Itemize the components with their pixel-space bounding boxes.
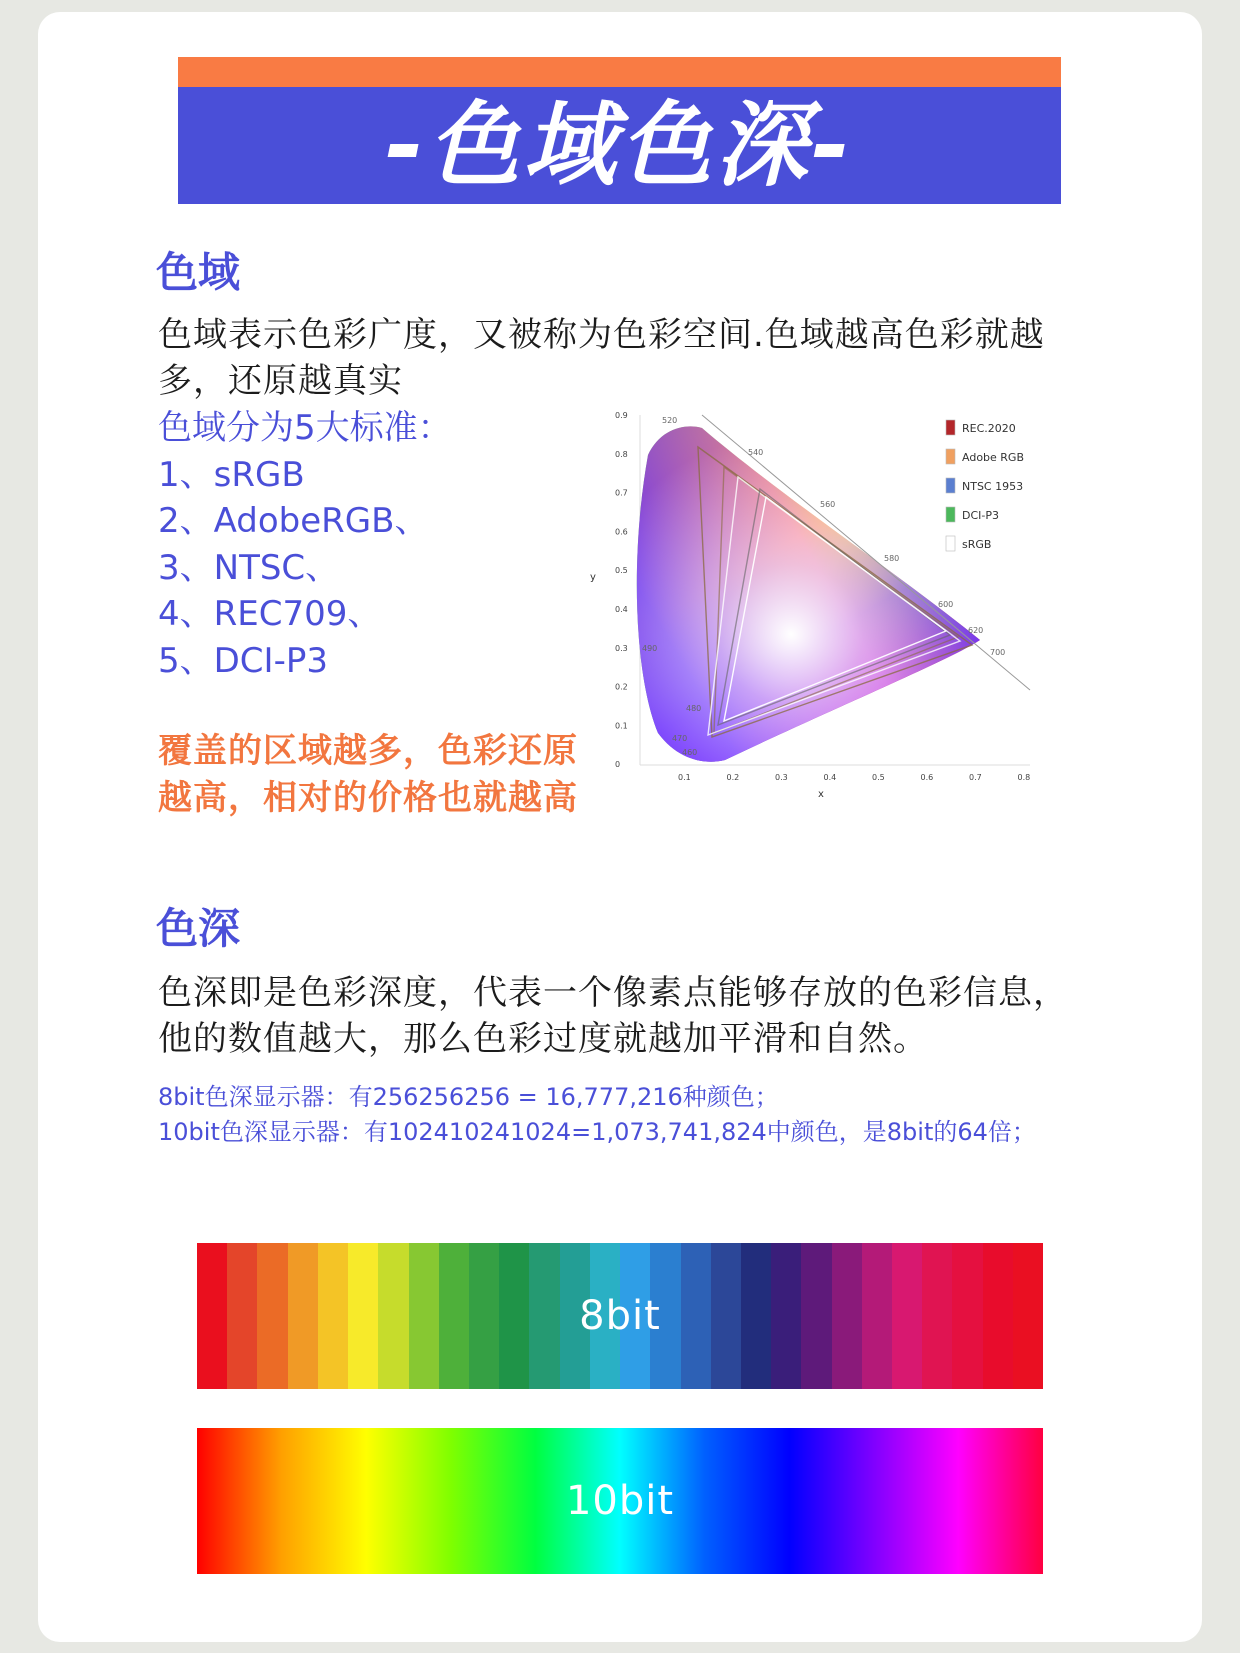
x-tick-label: 0.8 (1017, 773, 1031, 782)
cie-x-axis-label: x (818, 789, 824, 800)
cie-y-axis-label: y (590, 572, 596, 583)
list-item: 1、sRGB (158, 454, 305, 495)
10bit-colors-note: 10bit色深显示器：有102410241024=1,073,741,824中颜色，是8bit的64倍； (158, 1118, 1036, 1146)
x-tick-label: 0.6 (920, 773, 934, 782)
standards-title: 色域分为5大标准： (158, 408, 452, 448)
legend-swatch (946, 449, 955, 464)
wavelength-label: 580 (884, 554, 900, 563)
legend-label: DCI-P3 (962, 509, 999, 522)
gamut-description-line2: 多，还原越真实 (158, 361, 403, 401)
10bit-gradient-bar (197, 1428, 1043, 1574)
y-tick-label: 0.8 (615, 449, 628, 459)
gamut-description-line1: 色域表示色彩广度，又被称为色彩空间.色域越高色彩就越 (158, 315, 1045, 355)
legend-swatch (946, 507, 955, 522)
legend-label: Adobe RGB (962, 451, 1025, 464)
legend-swatch (946, 420, 955, 435)
header-accent-strip (178, 57, 1061, 87)
y-tick-label: 0.6 (615, 527, 628, 537)
list-item: 3、NTSC、 (158, 547, 340, 588)
cie-legend (946, 420, 1024, 551)
y-tick-label: 0 (615, 760, 621, 770)
title-banner (178, 87, 1061, 204)
depth-description-line2: 他的数值越大，那么色彩过度就越加平滑和自然。 (158, 1019, 928, 1059)
wavelength-label: 560 (820, 500, 836, 509)
wavelength-label: 480 (686, 704, 702, 713)
cie-chromaticity-diagram (590, 411, 1080, 845)
cie-x-ticks (678, 773, 1030, 782)
x-tick-label: 0.7 (969, 773, 982, 782)
y-tick-label: 0.9 (615, 411, 628, 420)
8bit-colors-note: 8bit色深显示器：有256256256 = 16,777,216种颜色； (158, 1083, 779, 1111)
wavelength-label: 600 (938, 600, 954, 609)
y-tick-label: 0.5 (615, 566, 628, 576)
coverage-note-line2: 越高，相对的价格也就越高 (158, 778, 578, 818)
y-tick-label: 0.1 (615, 721, 628, 731)
y-tick-label: 0.4 (615, 605, 628, 614)
wavelength-label: 700 (990, 648, 1006, 657)
legend-label: NTSC 1953 (962, 480, 1024, 493)
wavelength-label: 620 (968, 626, 984, 635)
x-tick-label: 0.1 (678, 773, 691, 782)
gamut-heading: 色域 (156, 248, 241, 297)
x-tick-label: 0.3 (775, 773, 788, 782)
legend-swatch (946, 478, 955, 493)
8bit-bar-label: 8bit (579, 1293, 661, 1339)
x-tick-label: 0.4 (823, 773, 837, 782)
8bit-color-bar (197, 1243, 1043, 1389)
wavelength-label: 520 (662, 416, 678, 425)
list-item: 2、AdobeRGB、 (158, 501, 429, 541)
wavelength-label: 540 (748, 448, 764, 457)
x-tick-label: 0.2 (726, 773, 740, 782)
10bit-bar-label: 10bit (565, 1478, 675, 1524)
depth-heading: 色深 (156, 904, 241, 953)
legend-swatch (946, 536, 955, 551)
y-tick-label: 0.3 (615, 643, 628, 653)
y-tick-label: 0.7 (615, 488, 628, 498)
gamut-standards-list (158, 405, 452, 684)
list-item: 5、DCI-P3 (158, 640, 328, 681)
page-title: -色域色深- (385, 91, 854, 199)
wavelength-label: 490 (642, 644, 658, 653)
depth-description-line1: 色深即是色彩深度，代表一个像素点能够存放的色彩信息， (158, 973, 1068, 1013)
legend-label: sRGB (962, 538, 992, 551)
wavelength-label: 460 (682, 748, 698, 757)
legend-label: REC.2020 (962, 422, 1016, 435)
coverage-note (158, 728, 608, 822)
wavelength-label: 470 (672, 734, 688, 743)
y-tick-label: 0.2 (615, 682, 628, 692)
list-item: 4、REC709、 (158, 594, 382, 634)
x-tick-label: 0.5 (872, 773, 885, 782)
coverage-note-line1: 覆盖的区域越多，色彩还原 (158, 731, 578, 771)
